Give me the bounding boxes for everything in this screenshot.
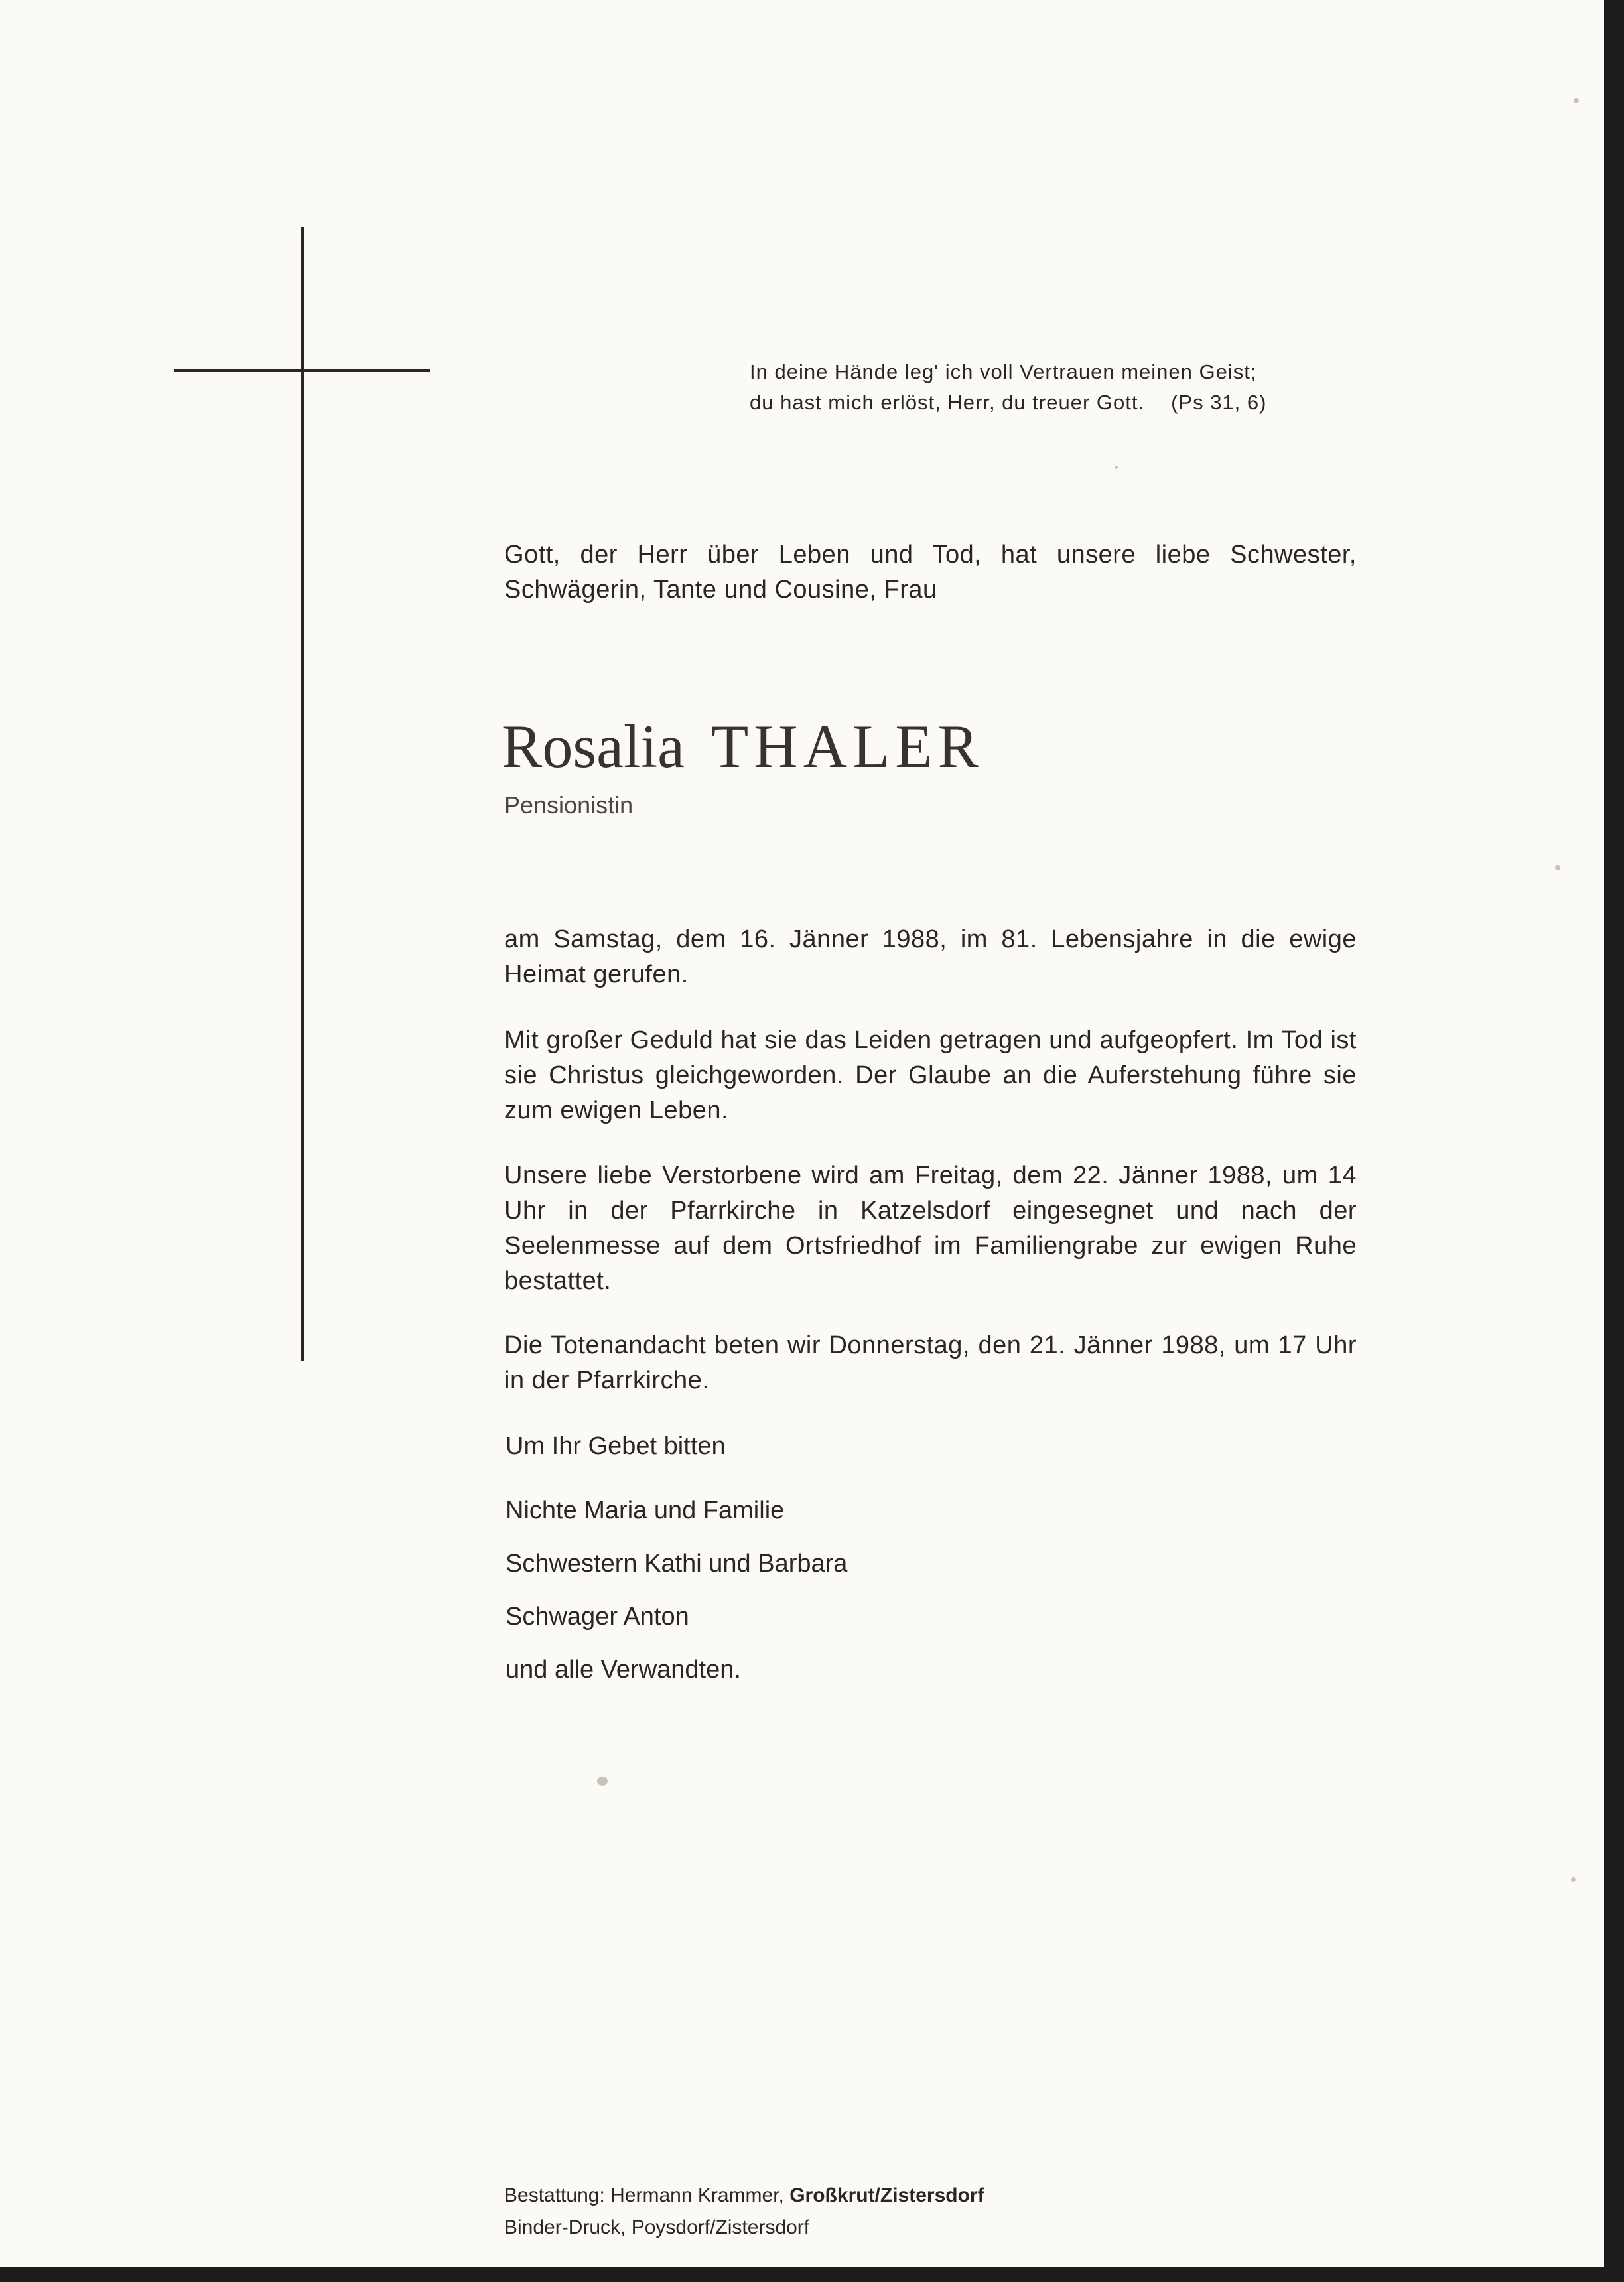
mourners-heading: Um Ihr Gebet bitten — [506, 1432, 726, 1460]
cross-vertical-bar — [301, 227, 304, 1361]
prayer-paragraph: Die Totenandacht beten wir Donnerstag, den 21. Jänner 1988, um 17 Uhr in der Pfarrkirche. — [504, 1331, 1357, 1394]
printer-line: Binder-Druck, Poysdorf/Zistersdorf — [504, 2216, 810, 2238]
funeral-paragraph: Unsere liebe Verstorbene wird am Freitag, dem 22. Jänner 1988, um 14 Uhr in der Pfarrkirche in Katzelsdorf eingesegnet und nach der Seelenmesse auf dem Ortsfriedhof im Familiengrabe zur ewigen Ruhe bestattet. — [504, 1162, 1357, 1295]
intro-paragraph: Gott, der Herr über Leben und Tod, hat unsere liebe Schwester, Schwägerin, Tante und Cousine, Frau — [504, 541, 1357, 604]
deceased-surname: THALER — [710, 712, 984, 780]
paper-speck — [1115, 466, 1118, 469]
paper-speck — [1574, 98, 1579, 103]
undertaker-line — [504, 2180, 984, 2212]
motto-line-2-text: du hast mich erlöst, Herr, du treuer Gott. — [750, 391, 1145, 414]
psalm-motto — [750, 357, 1353, 418]
motto-line-2 — [750, 387, 1353, 418]
faith-paragraph: Mit großer Geduld hat sie das Leiden getragen und aufgeopfert. Im Tod ist sie Christus gleichgeworden. Der Glaube an die Auferstehung führe sie zum ewigen Leben. — [504, 1026, 1357, 1124]
paper-speck — [1555, 865, 1560, 870]
deceased-first-name: Rosalia — [502, 712, 685, 780]
deceased-occupation: Pensionistin — [504, 791, 634, 819]
motto-line-1: In deine Hände leg' ich voll Vertrauen meinen Geist; — [750, 360, 1257, 383]
undertaker-place: Großkrut/Zistersdorf — [789, 2184, 984, 2206]
cross-horizontal-bar — [174, 369, 430, 372]
mourner-name: Schwestern Kathi und Barbara — [506, 1550, 848, 1577]
mourner-name: Schwager Anton — [506, 1603, 689, 1631]
death-paragraph: am Samstag, dem 16. Jänner 1988, im 81. Lebensjahre in die ewige Heimat gerufen. — [504, 925, 1357, 988]
paper-speck — [1571, 1877, 1576, 1882]
paper-speck — [597, 1777, 608, 1786]
footer-credits — [504, 2180, 984, 2244]
undertaker-label: Bestattung: — [504, 2184, 605, 2206]
scan-edge-bottom — [0, 2267, 1624, 2282]
mourner-name: und alle Verwandten. — [506, 1656, 741, 1684]
scan-edge-right — [1604, 0, 1624, 2282]
undertaker-name: Hermann Krammer, — [610, 2184, 784, 2206]
deceased-name — [502, 710, 984, 783]
mourner-name: Nichte Maria und Familie — [506, 1497, 785, 1524]
psalm-reference: (Ps 31, 6) — [1171, 391, 1267, 414]
